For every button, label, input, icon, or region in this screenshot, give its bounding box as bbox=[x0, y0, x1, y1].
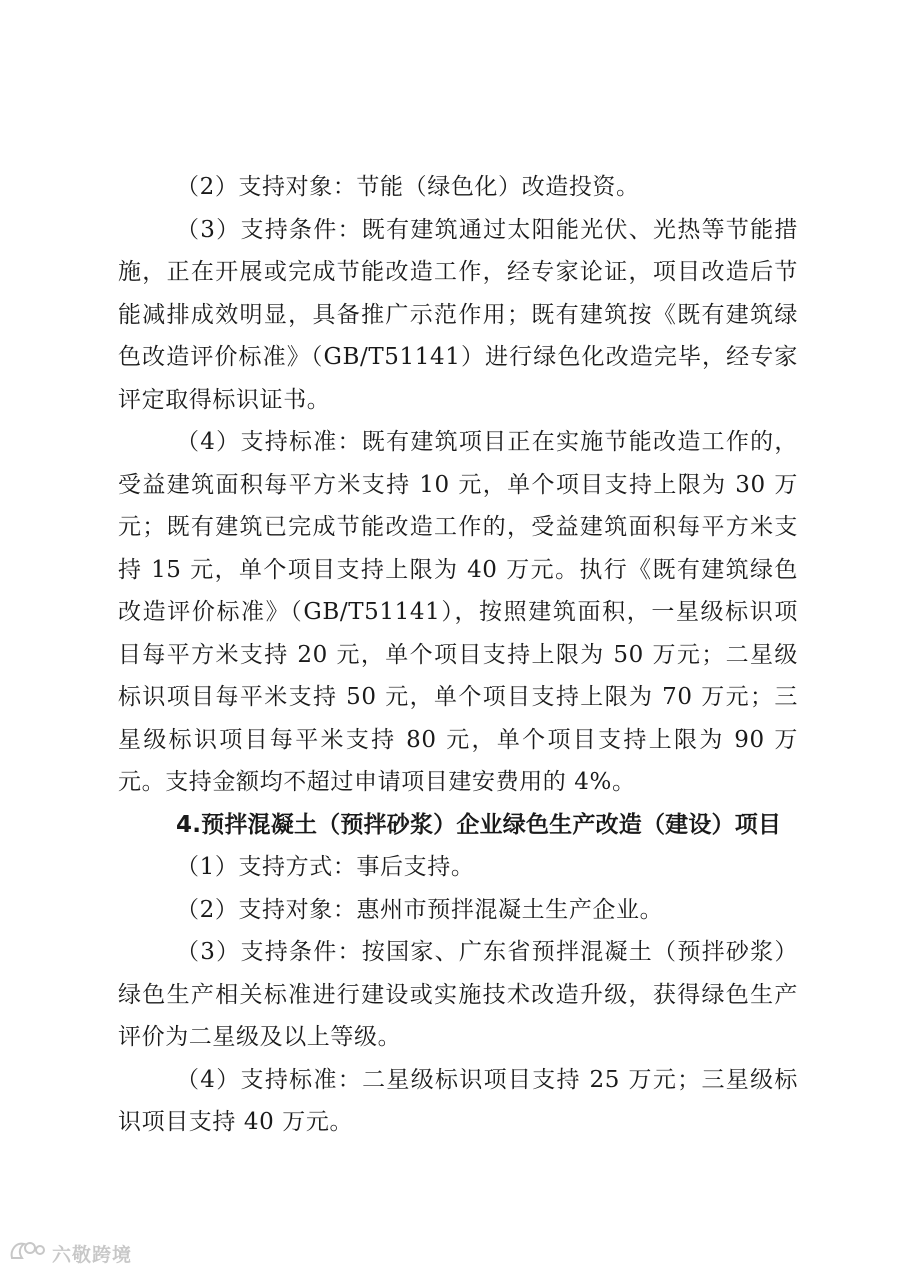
section-heading: 4.预拌混凝土（预拌砂浆）企业绿色生产改造（建设）项目 bbox=[176, 811, 782, 838]
watermark-logo-icon bbox=[8, 1238, 48, 1268]
paragraph-support-target: （2）支持对象：节能（绿色化）改造投资。 bbox=[176, 174, 640, 200]
watermark-text: 六敬跨境 bbox=[52, 1243, 133, 1266]
paragraph-support-method: （1）支持方式：事后支持。 bbox=[176, 854, 475, 880]
paragraph-support-conditions-concrete: （3）支持条件：按国家、广东省预拌混凝土（预拌砂浆）绿色生产相关标准进行建设或实施技术改造升级，获得绿色生产评价为二星级及以上等级。 bbox=[118, 939, 798, 1050]
watermark bbox=[8, 1238, 132, 1268]
document-body bbox=[118, 166, 798, 1144]
paragraph-support-target-concrete: （2）支持对象：惠州市预拌混凝土生产企业。 bbox=[176, 896, 664, 923]
paragraph-support-conditions: （3）支持条件：既有建筑通过太阳能光伏、光热等节能措施，正在开展或完成节能改造工作，经专家论证，项目改造后节能减排成效明显，具备推广示范作用；既有建筑按《既有建筑绿色改造评价标准》（GB/T51141）进行绿色化改造完毕，经专家评定取得标识证书。 bbox=[118, 216, 798, 413]
paragraph-support-standards-concrete: （4）支持标准：二星级标识项目支持 25 万元；三星级标识项目支持 40 万元。 bbox=[118, 1066, 798, 1135]
paragraph-support-standards: （4）支持标准：既有建筑项目正在实施节能改造工作的，受益建筑面积每平方米支持 10 元，单个项目支持上限为 30 万元；既有建筑已完成节能改造工作的，受益建筑面积每平方米支持 15 元，单个项目支持上限为 40 万元。执行《既有建筑绿色改造评价标准》（GB/T51141），按照建筑面积，一星级标识项目每平方米支持 20 元，单个项目支持上限为 50 万元；二星级标识项目每平米支持 50 元，单个项目支持上限为 70 万元；三星级标识项目每平米支持 80 元，单个项目支持上限为 90 万元。支持金额均不超过申请项目建安费用的 4%。 bbox=[118, 429, 798, 795]
